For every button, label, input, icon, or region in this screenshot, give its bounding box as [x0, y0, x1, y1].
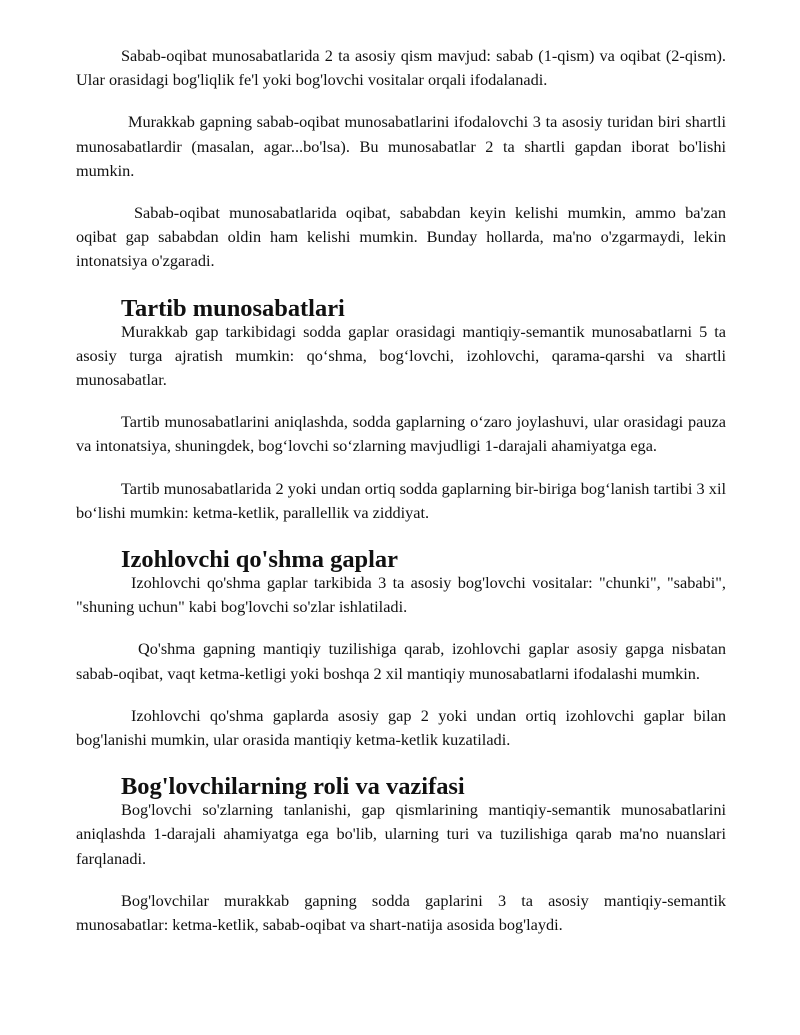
- paragraph: Murakkab gap tarkibidagi sodda gaplar orasidagi mantiqiy-semantik munosabatlarni 5 ta asosiy turga ajratish mumkin: qo‘shma, bog‘lovchi, izohlovchi, qarama-qarshi va shartli munosabatlar.: [76, 321, 726, 390]
- paragraph: Tartib munosabatlarini aniqlashda, sodda gaplarning o‘zaro joylashuvi, ular orasidagi pauza va intonatsiya, shuningdek, bog‘lovchi so‘zlarning mavjudligi 1-darajali ahamiyatga ega.: [76, 412, 726, 456]
- section-heading: Bog'lovchilarning roli va vazifasi: [121, 773, 465, 801]
- paragraph: Bog'lovchilar murakkab gapning sodda gaplarini 3 ta asosiy mantiqiy-semantik munosabatlar: ketma-ketlik, sabab-oqibat va shart-natija asosida bog'laydi.: [76, 890, 726, 935]
- paragraph: Izohlovchi qo'shma gaplarda asosiy gap 2 yoki undan ortiq izohlovchi gaplar bilan bog'lanishi mumkin, ular orasida mantiqiy ketma-ketlik kuzatiladi.: [76, 705, 726, 750]
- intro-section: [76, 44, 726, 274]
- paragraph: Tartib munosabatlarida 2 yoki undan ortiq sodda gaplarning bir-biriga bog‘lanish tartibi 3 xil bo‘lishi mumkin: ketma-ketlik, parallellik va ziddiyat.: [76, 478, 726, 522]
- paragraph: Murakkab gapning sabab-oqibat munosabatlarini ifodalovchi 3 ta asosiy turidan biri shartli munosabatlardir (masalan, agar...bo'lsa). Bu munosabatlar 2 ta shartli gapdan iborat bo'lishi mumkin.: [76, 112, 726, 180]
- paragraph: Sabab-oqibat munosabatlarida 2 ta asosiy qism mavjud: sabab (1-qism) va oqibat (2-qism). Ular orasidagi bog'liqlik fe'l yoki bog'lovchi vositalar orqali ifodalanadi.: [76, 46, 726, 90]
- paragraph: Qo'shma gapning mantiqiy tuzilishiga qarab, izohlovchi gaplar asosiy gapga nisbatan sabab-oqibat, vaqt ketma-ketligi yoki boshqa 2 xil mantiqiy munosabatlarni ifodalashi mumkin.: [76, 639, 726, 683]
- section-heading: Tartib munosabatlari: [121, 294, 345, 322]
- section-tartib-munosabatlari: [76, 294, 726, 525]
- document-page: [76, 44, 726, 937]
- section-heading: Izohlovchi qo'shma gaplar: [121, 546, 398, 574]
- section-izohlovchi-qoshma-gaplar: [76, 546, 726, 752]
- paragraph: Bog'lovchi so'zlarning tanlanishi, gap qismlarining mantiqiy-semantik munosabatlarini aniqlashda 1-darajali ahamiyatga ega bo'lib, ularning turi va tuzilishiga qarab ma'no nuanslari farqlanadi.: [76, 800, 726, 868]
- paragraph: Izohlovchi qo'shma gaplar tarkibida 3 ta asosiy bog'lovchi vositalar: "chunki", "sababi", "shuning uchun" kabi bog'lovchi so'zlar ishlatiladi.: [76, 573, 726, 617]
- paragraph: Sabab-oqibat munosabatlarida oqibat, sababdan keyin kelishi mumkin, ammo ba'zan oqibat gap sababdan oldin ham kelishi mumkin. Bunday hollarda, ma'no o'zgarmaydi, lekin intonatsiya o'zgaradi.: [76, 203, 726, 271]
- section-boglovchilarning-roli: [76, 773, 726, 937]
